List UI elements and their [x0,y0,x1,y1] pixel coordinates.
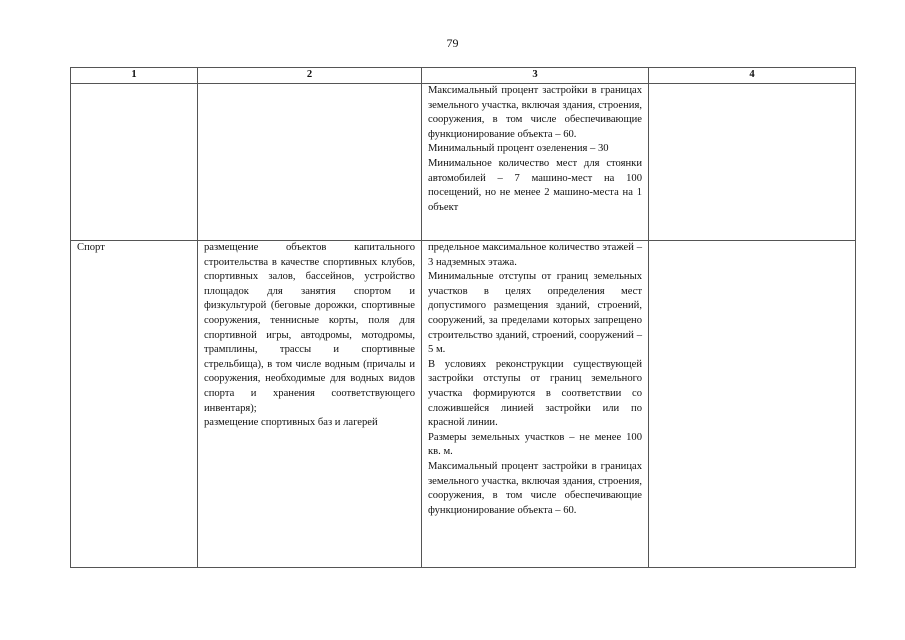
column-header-3: 3 [422,68,649,84]
table-header-row [71,68,856,84]
row2-notes-cell [649,241,856,568]
page-number: 79 [446,36,459,50]
row2-param-floors: предельное максимальное количество этажей – 3 надземных этажа. [428,242,642,268]
row2-use-name-cell: Спорт [71,241,198,568]
row2-description-sport-bases: размещение спортивных баз и лагерей [204,417,378,429]
row1-notes-cell [649,84,856,241]
land-use-table [70,67,856,568]
row1-use-description-cell [198,84,422,241]
row2-param-setbacks: Минимальные отступы от границ земельных участков в целях определения мест допустимого размещения зданий, строений, сооружений, за пределами которых запрещено строительство зданий, строений, сооружений – 5 м. [428,271,642,356]
row1-param-green-percent: Минимальный процент озеленения – 30 [428,143,609,155]
row1-param-build-percent: Максимальный процент застройки в границах земельного участка, включая здания, строения, сооружения, в том числе обеспечивающие функционирование объекта – 60. [428,85,642,140]
row1-param-parking: Минимальное количество мест для стоянки автомобилей – 7 машино-мест на 100 посещений, но не менее 2 машино-места на 1 объект [428,157,642,213]
row2-use-description-cell [198,241,422,568]
table-row [71,241,856,568]
column-header-2: 2 [198,68,422,84]
row2-param-build-percent: Максимальный процент застройки в границах земельного участка, включая здания, строения, сооружения, в том числе обеспечивающие функционирование объекта – 60. [428,460,642,516]
row2-param-plot-size: Размеры земельных участков – не менее 100 кв. м. [428,431,642,458]
row2-description-sport-objects: размещение объектов капитального строительства в качестве спортивных клубов, спортивных залов, бассейнов, устройство площадок для занятия спортом и физкультурой (беговые дорожки, спортивные сооружения, теннисные корты, поля для спортивной игры, автодромы, мотодромы, трамплины, трассы и спортивные стрельбища), в том числе водным (причалы и сооружения, необходимые для водных видов спорта и хранения соответствующего инвентаря); [204,242,415,414]
row1-parameters-cell [422,84,649,241]
row1-use-name-cell [71,84,198,241]
table-row [71,84,856,241]
column-header-1: 1 [71,68,198,84]
column-header-4: 4 [649,68,856,84]
row2-param-reconstruction: В условиях реконструкции существующей застройки отступы от границ земельного участка формируются в соответствии со сложившейся линией застройки или по красной линии. [428,358,642,429]
row2-parameters-cell [422,241,649,568]
